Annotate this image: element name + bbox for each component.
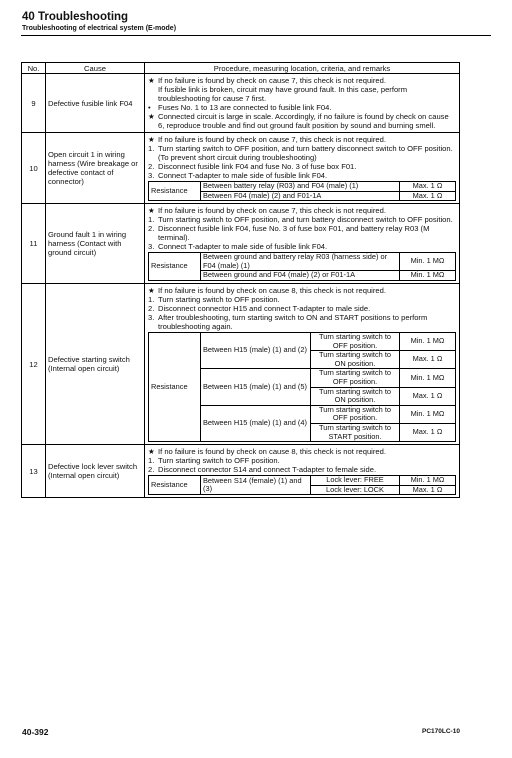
measure-value: Max. 1 Ω [400,485,456,495]
row-procedure: ★ If no failure is found by check on cause 8, this check is not required. 1. Turn starting switch to OFF position. 2. Disconnect connector S14 and connect T-adapter to female side. Resistance Between S14 (female) (1) and (3) Lock lever: FREE Min. 1 MΩ Lock lever: LOCK Max. 1 Ω [145,445,460,498]
measure-condition: Turn starting switch to ON position. [311,351,400,369]
procedure-line: Turn starting switch to OFF position. [158,456,280,466]
row-number: 10 [22,133,46,204]
measure-location: Between battery relay (R03) and F04 (male) (1) [201,182,400,192]
procedure-line: If fusible link is broken, circuit may have ground fault. In this case, perform troubleshooting for cause 7 first. [158,85,408,103]
page-number: 40-392 [22,727,49,737]
row-procedure: ★ If no failure is found by check on cause 7, this check is not required. If fusible link is broken, circuit may have ground fault. In this case, perform troubleshooting for cause 7 first. • Fuses No. 1 to 13 are connected to fusible link F04. ★ Connected circuit is large in scale. Accordingly, if no failure is found by check on cause 6, reproduce trouble and find out ground fault position by sound and burning smell. [145,74,460,133]
measure-condition: Turn starting switch to OFF position. [311,405,400,423]
measurement-table [148,332,456,442]
procedure-line: Turn starting switch to OFF position, and turn battery disconnect switch to OFF position. [158,215,453,225]
measurement-table [148,252,456,281]
row-number: 9 [22,74,46,133]
measure-condition: Turn starting switch to START position. [311,423,400,441]
procedure-line: Disconnect fusible link F04 and fuse No. 3 of fuse box F01. [158,162,357,171]
header-rule [21,35,491,36]
row-number: 12 [22,283,46,444]
measure-condition: Lock lever: LOCK [311,485,400,495]
measure-value: Min. 1 MΩ [400,405,456,423]
procedure-line: If no failure is found by check on cause 7, this check is not required. [158,135,386,144]
measure-type: Resistance [149,332,201,441]
header-no: No. [22,63,46,74]
procedure-line: Turn starting switch to OFF position. [158,294,280,304]
section-title: 40 Troubleshooting [22,11,129,23]
model-name: PC170LC-10 [422,728,460,735]
measure-type: Resistance [149,182,201,201]
row-cause: Defective starting switch (Internal open circuit) [46,283,145,444]
measure-location: Between F04 (male) (2) and F01-1A [201,191,400,201]
row-cause: Defective fusible link F04 [46,74,145,133]
row-procedure: ★ If no failure is found by check on cause 7, this check is not required. 1. Turn starting switch to OFF position, and turn battery disconnect switch to OFF position. 2. Disconnect fusible link F04, fuse No. 3 of fuse box F01, and battery relay R03 (M terminal). 3. Connect T-adapter to male side of fusible link F04. Resistance Between ground and battery relay R03 (harness side) or F04 (male) (1) Min. 1 MΩ Between ground and F04 (male) (2) or F01-1A Min. 1 MΩ [145,204,460,284]
measure-value: Min. 1 MΩ [400,476,456,486]
measure-value: Min. 1 MΩ [400,271,456,281]
measure-location: Between H15 (male) (1) and (2) [201,332,311,368]
procedure-line: Disconnect connector H15 and connect T-adapter to male side. [158,303,371,313]
measure-value: Min. 1 MΩ [400,332,456,350]
measure-value: Max. 1 Ω [400,423,456,441]
measure-value: Max. 1 Ω [400,387,456,405]
procedure-line: Connect T-adapter to male side of fusible link F04. [158,171,328,180]
procedure-line: Connected circuit is large in scale. Accordingly, if no failure is found by check on cause 6, reproduce trouble and find out ground fault position by sound and burning smell. [158,112,449,130]
measure-type: Resistance [149,253,201,281]
procedure-line: After troubleshooting, turn starting switch to ON and START positions to perform troubleshooting again. [158,312,428,331]
procedure-line: If no failure is found by check on cause 7, this check is not required. [158,206,386,216]
measure-location: Between S14 (female) (1) and (3) [201,476,311,495]
row-number: 13 [22,445,46,498]
table-row [22,133,460,204]
row-number: 11 [22,204,46,284]
procedure-line: If no failure is found by check on cause 8, this check is not required. [158,447,386,457]
measure-condition: Turn starting switch to OFF position. [311,332,400,350]
measure-value: Min. 1 MΩ [400,253,456,271]
measure-location: Between H15 (male) (1) and (4) [201,405,311,441]
measure-location: Between ground and F04 (male) (2) or F01-1A [201,271,400,281]
table-header-row [22,63,460,74]
measure-value: Max. 1 Ω [400,191,456,201]
measure-value: Min. 1 MΩ [400,369,456,387]
measure-location: Between H15 (male) (1) and (5) [201,369,311,405]
procedure-line: Disconnect connector S14 and connect T-adapter to female side. [158,465,377,475]
measurement-table [148,181,456,201]
row-cause: Ground fault 1 in wiring harness (Contact with ground circuit) [46,204,145,284]
section-subtitle: Troubleshooting of electrical system (E-mode) [22,25,177,32]
measure-condition: Turn starting switch to ON position. [311,387,400,405]
header-procedure: Procedure, measuring location, criteria, and remarks [145,63,460,74]
table-row [22,204,460,284]
row-procedure: ★ If no failure is found by check on cause 8, this check is not required. 1. Turn starting switch to OFF position. 2. Disconnect connector H15 and connect T-adapter to male side. 3. After troubleshooting, turn starting switch to ON and START positions to perform troubleshooting again. Resistance Between H15 (male) (1) and (2) Turn starting switch to OFF position. Min. 1 MΩ Turn starting switch to ON position. Max. 1 Ω Between H15 (male) (1) and (5) Turn starting switch to OFF position. Min. 1 MΩ Turn starting switch to ON position. Max. 1 Ω Between H15 (male) (1) and (4) Turn starting switch to OFF position. Min. 1 MΩ Turn starting switch to START position. Max. 1 Ω [145,283,460,444]
measure-condition: Lock lever: FREE [311,476,400,486]
table-row [22,445,460,498]
row-cause: Defective lock lever switch (Internal open circuit) [46,445,145,498]
measure-value: Max. 1 Ω [400,351,456,369]
row-procedure: ★ If no failure is found by check on cause 7, this check is not required. 1. Turn starting switch to OFF position, and turn battery disconnect switch to OFF position. (To prevent short circuit during troubleshooting) 2. Disconnect fusible link F04 and fuse No. 3 of fuse box F01. 3. Connect T-adapter to male side of fusible link F04. Resistance Between battery relay (R03) and F04 (male) (1) Max. 1 Ω Between F04 (male) (2) and F01-1A Max. 1 Ω [145,133,460,204]
procedure-line: Disconnect fusible link F04, fuse No. 3 of fuse box F01, and battery relay R03 (M terminal). [158,224,430,243]
procedure-line: If no failure is found by check on cause 8, this check is not required. [158,285,386,295]
procedure-line: (To prevent short circuit during troubleshooting) [158,153,317,162]
measure-type: Resistance [149,476,201,495]
measurement-table [148,475,456,495]
procedure-line: Connect T-adapter to male side of fusible link F04. [158,242,328,252]
row-cause: Open circuit 1 in wiring harness (Wire breakage or defective contact of connector) [46,133,145,204]
procedure-line: Fuses No. 1 to 13 are connected to fusible link F04. [158,103,332,112]
troubleshooting-table [21,62,460,498]
header-cause: Cause [46,63,145,74]
table-row [22,74,460,133]
table-row [22,283,460,444]
measure-condition: Turn starting switch to OFF position. [311,369,400,387]
measure-location: Between ground and battery relay R03 (harness side) or F04 (male) (1) [201,253,400,271]
procedure-line: Turn starting switch to OFF position, and turn battery disconnect switch to OFF position. [158,144,453,153]
measure-value: Max. 1 Ω [400,182,456,192]
procedure-line: If no failure is found by check on cause 7, this check is not required. [158,76,386,85]
